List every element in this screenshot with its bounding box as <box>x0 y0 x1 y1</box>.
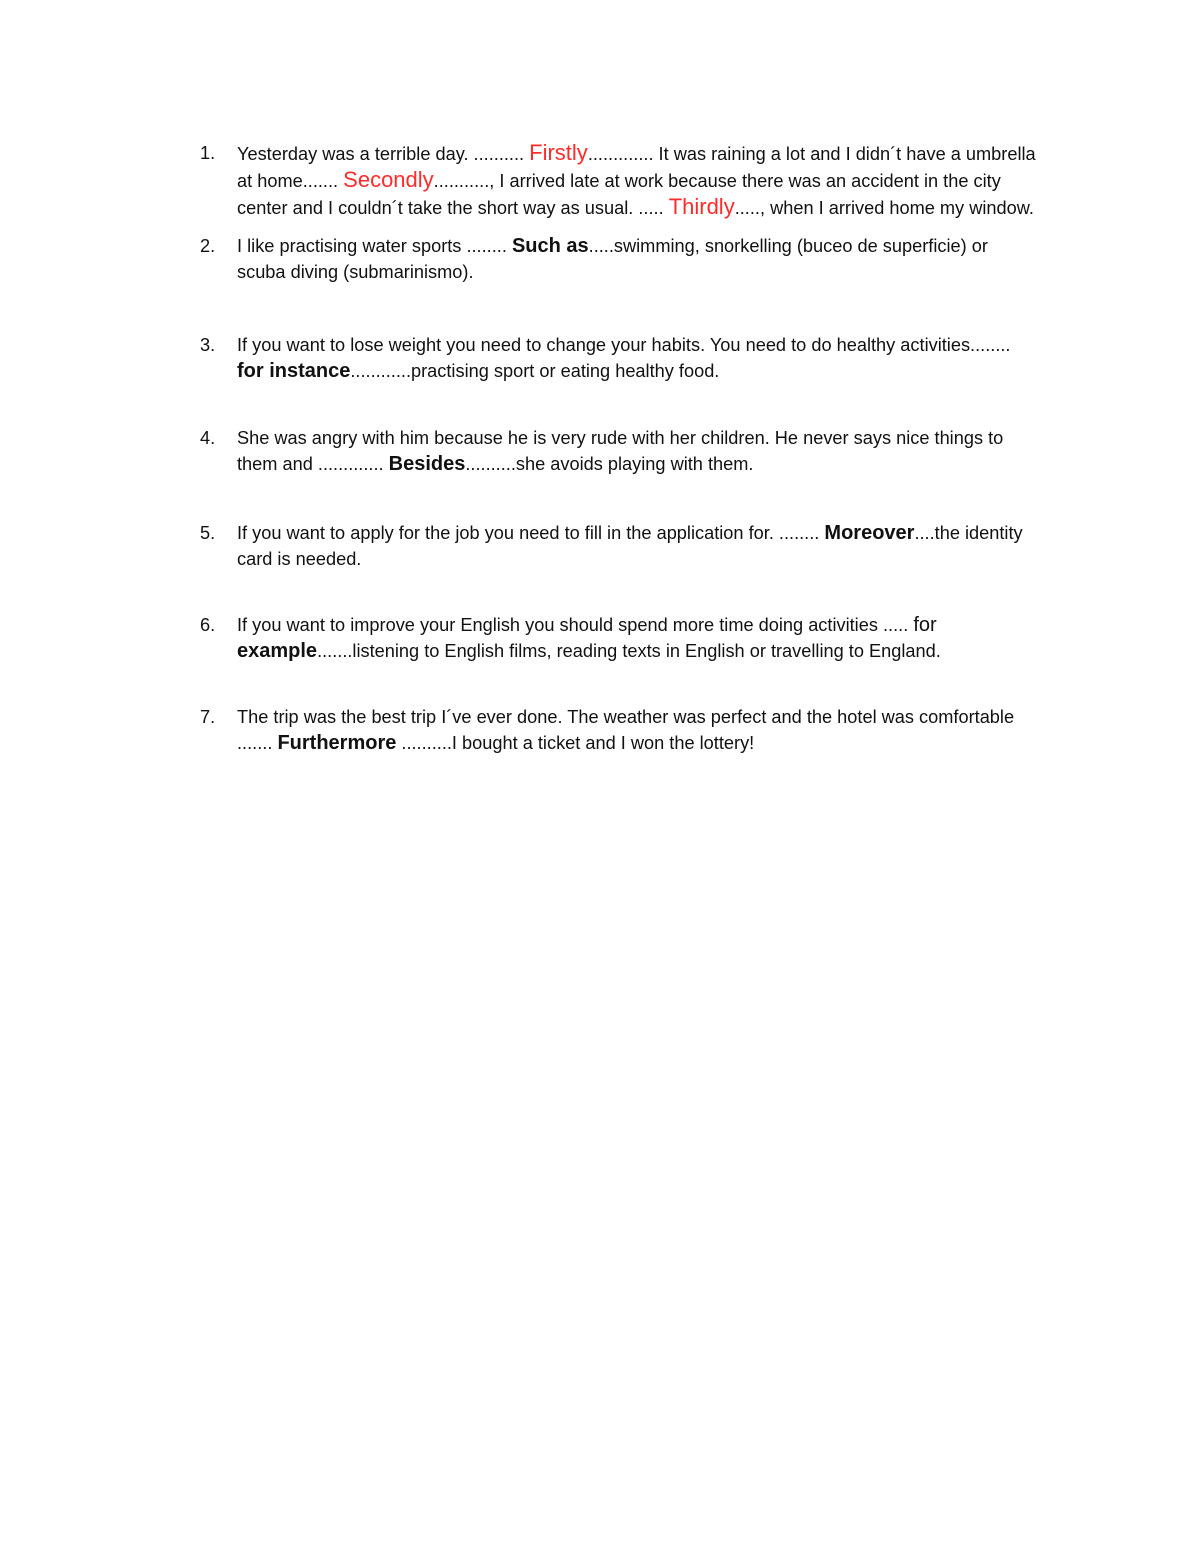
exercise-item <box>200 425 1040 477</box>
exercise-item <box>200 140 1040 221</box>
item-number: 6. <box>200 615 216 635</box>
answer-word: Firstly <box>529 140 588 165</box>
answer-word: Besides <box>388 453 466 475</box>
exercise-item <box>200 233 1040 285</box>
exercise-item <box>200 520 1040 572</box>
item-text: ............practising sport or eating healthy food. <box>350 361 720 381</box>
item-text: Yesterday was a terrible day. .......... <box>237 144 530 164</box>
item-text: The trip was the best trip I´ve ever done. The weather was perfect and the hotel was comfortable ....... <box>237 707 1015 753</box>
answer-word: Such as <box>511 235 589 257</box>
item-text: .......listening to English films, reading texts in English or travelling to England. <box>317 641 941 661</box>
item-text: ....the identity card is needed. <box>237 523 1023 569</box>
item-text: .....swimming, snorkelling (buceo de superficie) or scuba diving (submarinismo). <box>237 236 988 282</box>
item-number: 4. <box>200 428 216 448</box>
exercise-item <box>200 332 1040 384</box>
item-text: She was angry with him because he is very rude with her children. He never says nice things to them and ............. <box>237 428 1004 474</box>
item-number: 2. <box>200 236 216 256</box>
item-text: ............. It was raining a lot and I didn´t have a umbrella at home....... <box>237 144 1036 191</box>
item-number: 3. <box>200 335 216 355</box>
item-text: ..........I bought a ticket and I won the lottery! <box>396 733 755 753</box>
item-text: ..........., I arrived late at work because there was an accident in the city center and I couldn´t take the short way as usual. ..... <box>237 171 1001 218</box>
answer-word: for instance <box>237 360 351 382</box>
answer-word: Moreover <box>824 522 915 544</box>
answer-word: Furthermore <box>277 732 397 754</box>
exercise-item <box>200 704 1040 756</box>
answer-word: Secondly <box>343 167 434 192</box>
item-text: If you want to apply for the job you need to fill in the application for. ........ <box>237 523 825 543</box>
item-number: 5. <box>200 523 216 543</box>
exercise-item <box>200 612 1040 664</box>
item-number: 1. <box>200 143 216 163</box>
item-text: I like practising water sports ........ <box>237 236 512 256</box>
item-text: If you want to improve your English you should spend more time doing activities ..... <box>237 615 914 635</box>
answer-word: for <box>913 614 937 636</box>
exercise-list <box>200 140 1040 756</box>
item-text: If you want to lose weight you need to change your habits. You need to do healthy activities........ <box>237 335 1011 355</box>
item-text: ....., when I arrived home my window. <box>734 198 1034 218</box>
answer-word: example <box>237 640 318 662</box>
item-number: 7. <box>200 707 216 727</box>
answer-word: Thirdly <box>668 194 735 219</box>
item-text: ..........she avoids playing with them. <box>465 454 754 474</box>
